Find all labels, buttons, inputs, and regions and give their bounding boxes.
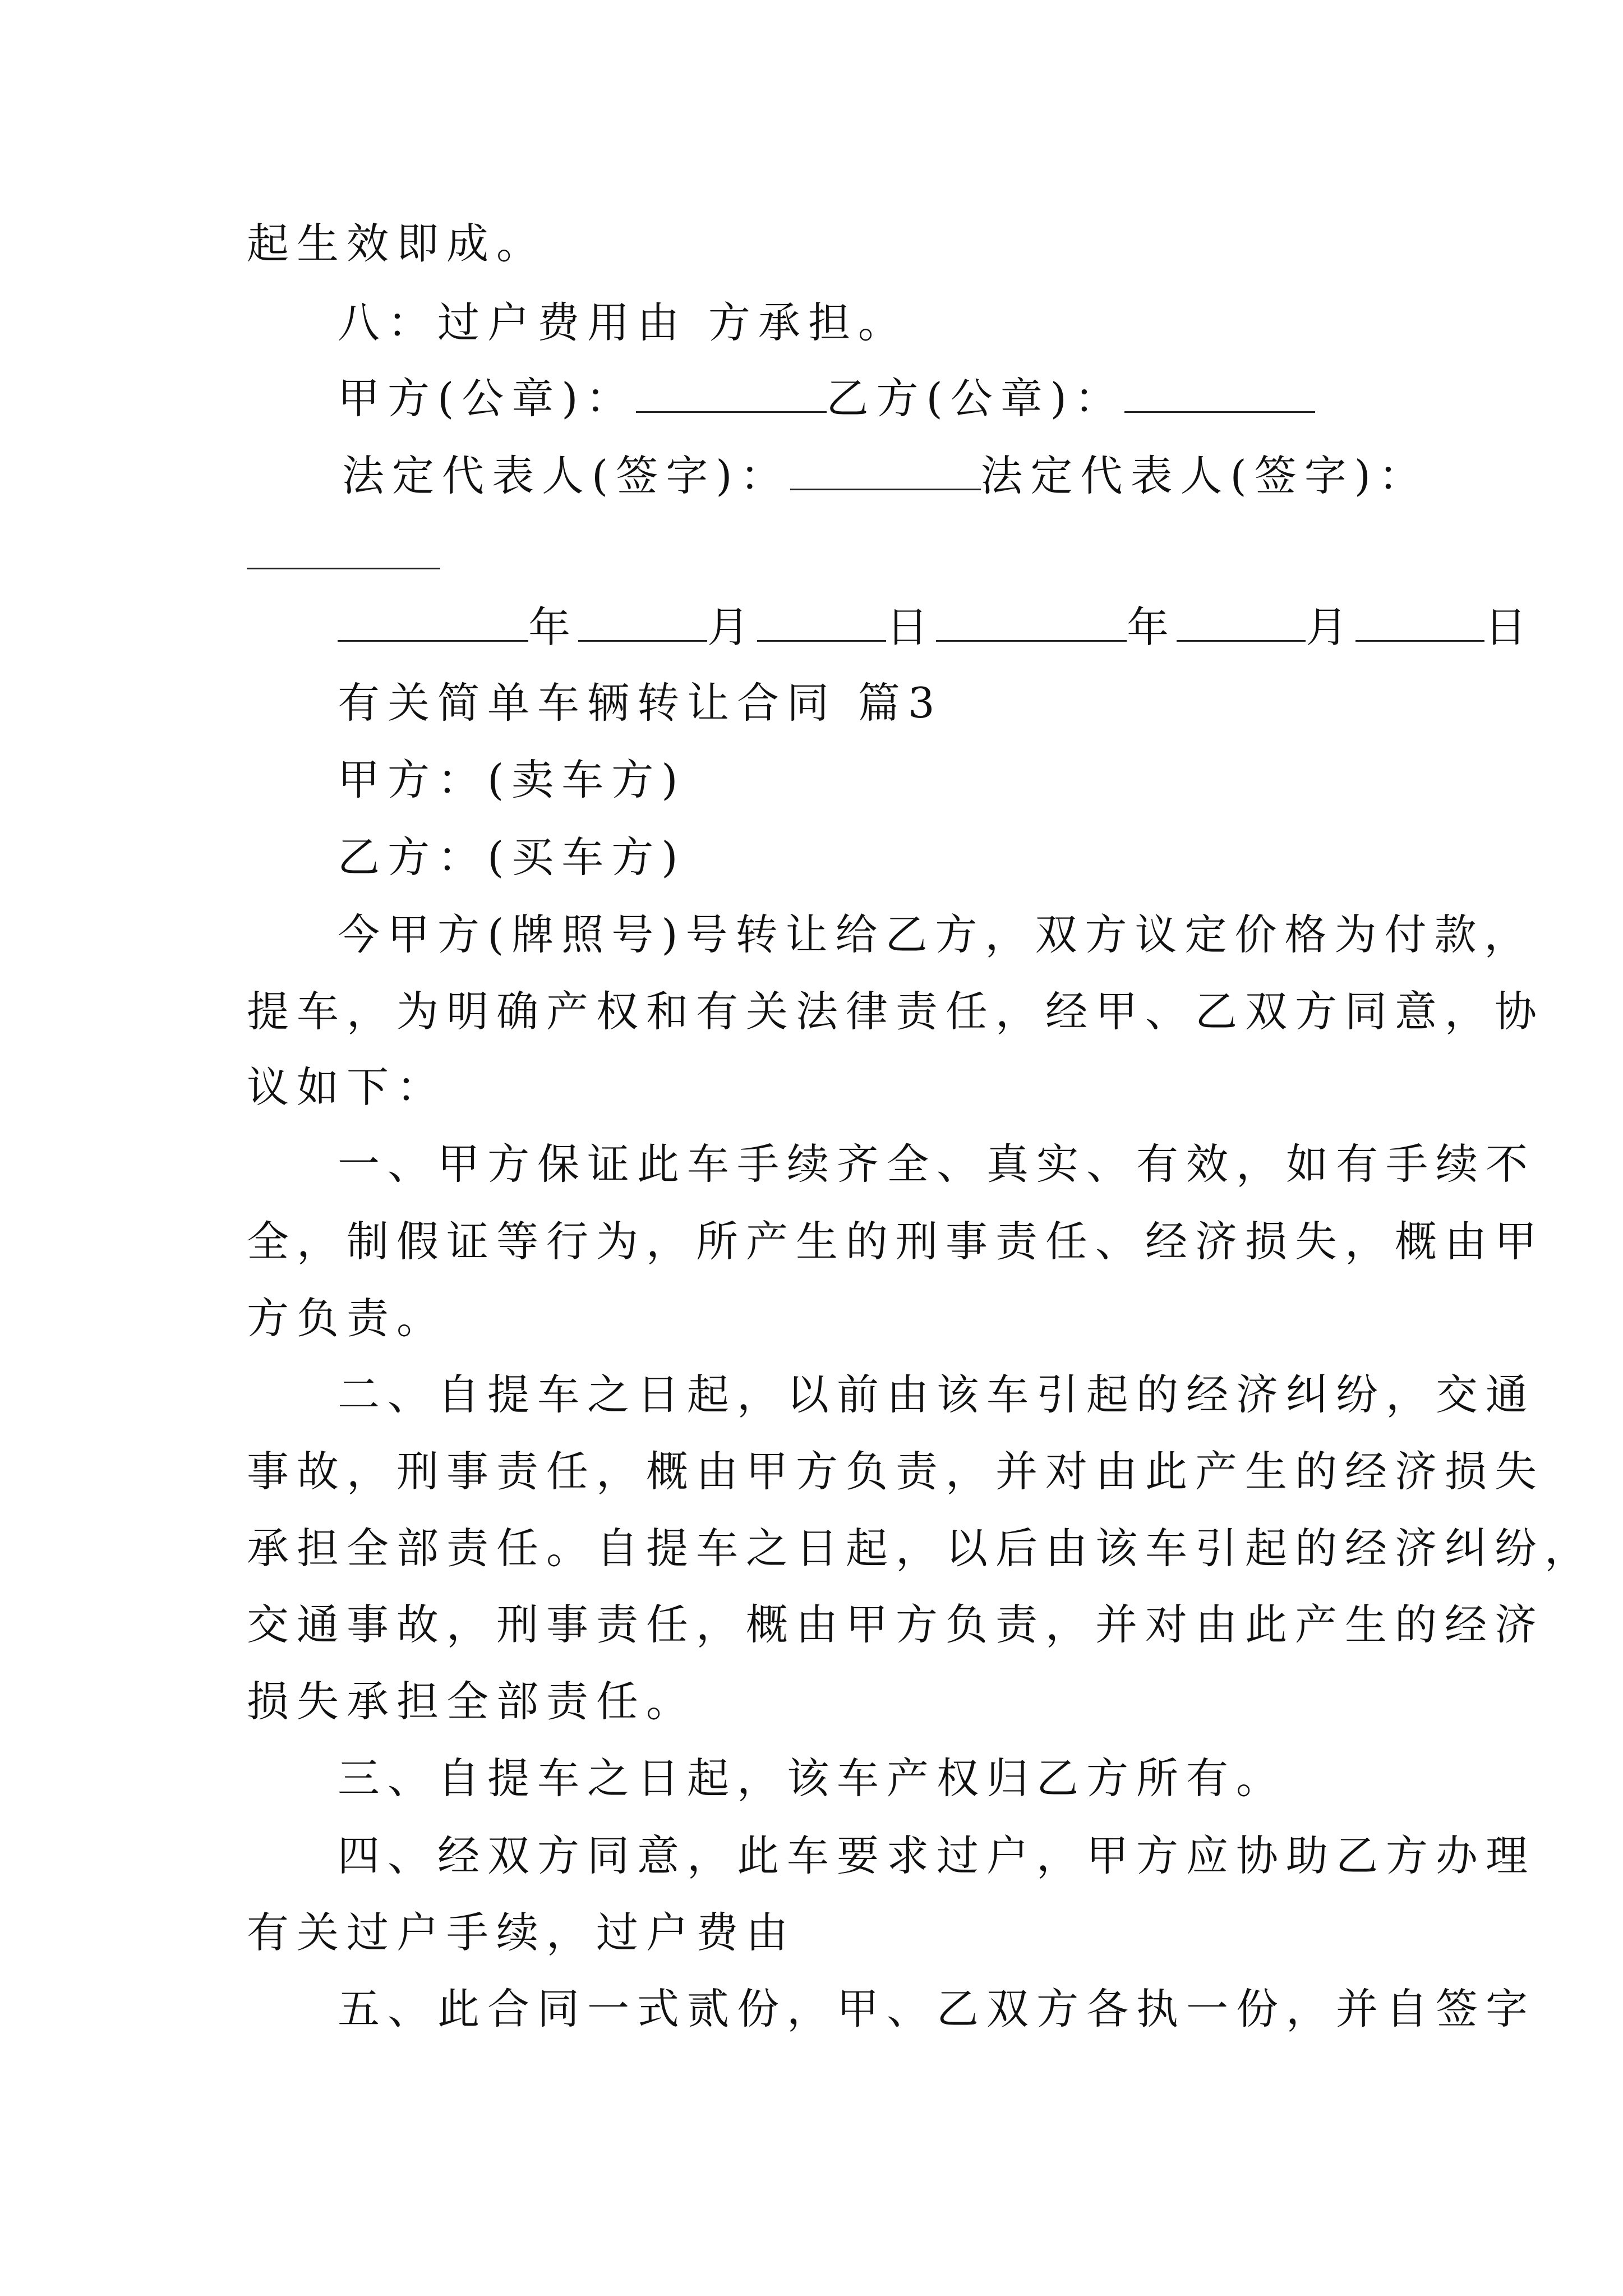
text-line: 八：过户费用由 方承担。	[338, 298, 908, 347]
date-b-day-blank	[1355, 601, 1484, 642]
text-line: 四、经双方同意，此车要求过户，甲方应协助乙方办理	[338, 1831, 1536, 1880]
date-b-year-label: 年	[1127, 602, 1177, 652]
text-line: 提车，为明确产权和有关法律责任，经甲、乙双方同意，协	[247, 987, 1545, 1036]
date-a-month-blank	[578, 601, 707, 642]
date-a-year-blank	[338, 601, 528, 642]
date-a-day-label: 日	[886, 602, 937, 652]
date-b-year-blank	[936, 601, 1127, 642]
text-line: 交通事故，刑事责任，概由甲方负责，并对由此产生的经济	[247, 1600, 1545, 1649]
text-line: 乙方：(买车方)	[338, 832, 686, 882]
signature-line	[342, 449, 1428, 503]
party-b-rep-blank	[247, 568, 440, 569]
date-b-month-blank	[1177, 601, 1306, 642]
party-b-seal-label: 乙方(公章)：	[826, 374, 1125, 423]
seal-line	[338, 371, 1315, 425]
date-a-day-blank	[757, 601, 886, 642]
text-line: 事故，刑事责任，概由甲方负责，并对由此产生的经济损失	[247, 1447, 1545, 1496]
text-line: 三、自提车之日起，该车产权归乙方所有。	[338, 1754, 1287, 1803]
date-a-year-label: 年	[528, 602, 579, 652]
date-b-month-label: 月	[1306, 602, 1356, 652]
text-line: 议如下：	[247, 1062, 447, 1112]
text-line: 起生效即成。	[247, 219, 547, 268]
date-line	[338, 600, 1534, 654]
text-line: 方负责。	[247, 1294, 447, 1343]
party-b-seal-blank	[1124, 372, 1315, 413]
date-a-month-label: 月	[707, 602, 758, 652]
text-line: 二、自提车之日起，以前由该车引起的经济纠纷，交通	[338, 1370, 1536, 1419]
party-a-rep-blank	[790, 449, 981, 490]
text-line: 有关过户手续，过户费由	[247, 1908, 796, 1957]
text-line: 五、此合同一式贰份，甲、乙双方各执一份，并自签字	[338, 1984, 1536, 2033]
text-line: 全，制假证等行为，所产生的刑事责任、经济损失，概由甲	[247, 1217, 1545, 1266]
date-b-day-label: 日	[1484, 602, 1535, 652]
party-a-seal-label: 甲方(公章)：	[338, 374, 636, 423]
party-b-rep-label: 法定代表人(签字)：	[980, 451, 1429, 500]
text-line: 损失承担全部责任。	[247, 1677, 697, 1726]
text-line: 今甲方(牌照号)号转让给乙方，双方议定价格为付款，	[338, 910, 1534, 959]
text-line: 甲方：(卖车方)	[338, 755, 686, 804]
text-line: 一、甲方保证此车手续齐全、真实、有效，如有手续不	[338, 1139, 1536, 1189]
party-a-seal-blank	[636, 372, 827, 413]
section-heading: 有关简单车辆转让合同 篇3	[338, 678, 943, 728]
text-line: 承担全部责任。自提车之日起，以后由该车引起的经济纠纷，	[247, 1524, 1595, 1573]
party-a-rep-label: 法定代表人(签字)：	[342, 451, 790, 500]
